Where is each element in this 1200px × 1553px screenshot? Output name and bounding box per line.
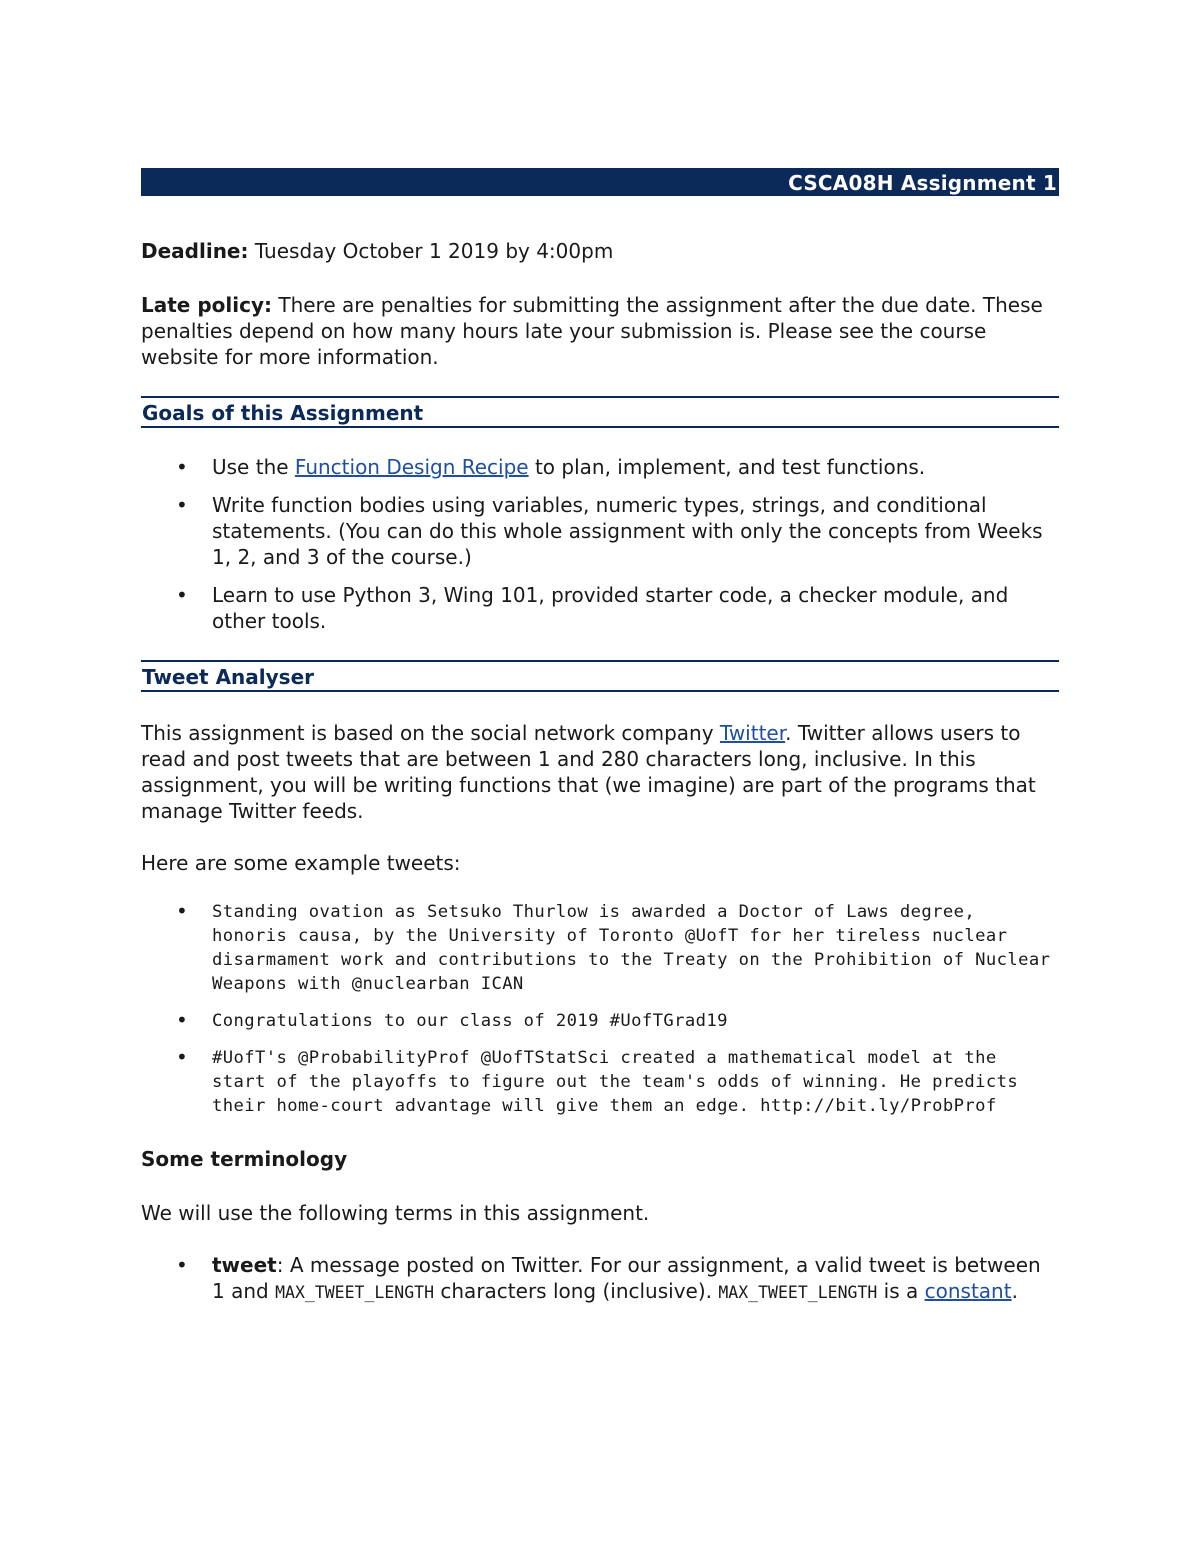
deadline-label: Deadline: [141, 239, 249, 263]
bullet-icon: • [176, 1008, 189, 1032]
late-policy-text: There are penalties for submitting the assignment after the due date. These penalties depend on how many hours late your submission is. Please see the course website for more information. [141, 293, 1043, 369]
goal-text: to plan, implement, and test functions. [528, 455, 926, 479]
intro-paragraph [141, 720, 1059, 824]
twitter-link[interactable]: Twitter [719, 721, 786, 745]
terminology-heading: Some terminology [141, 1147, 348, 1171]
list-item [141, 1009, 1059, 1033]
late-policy-paragraph [141, 292, 1059, 370]
list-item [141, 454, 1059, 480]
tweet-text: Standing ovation as Setsuko Thurlow is awarded a Doctor of Laws degree, honoris causa, by the University of Toronto @UofT for her tireless nuclear disarmament work and contributions to the Treaty on the Prohibition of Nuclear Weapons with @nuclearban ICAN [212, 902, 1051, 994]
bullet-icon: • [176, 455, 188, 479]
intro-text: This assignment is based on the social network company [141, 721, 720, 745]
list-item [141, 900, 1059, 996]
late-policy-label: Late policy: [141, 293, 272, 317]
function-design-recipe-link[interactable]: Function Design Recipe [294, 455, 529, 479]
bullet-icon: • [176, 583, 188, 607]
list-item [141, 1252, 1059, 1306]
example-tweets-list [141, 900, 1059, 1118]
assignment-header-bar [141, 168, 1059, 196]
bullet-icon: • [176, 899, 189, 923]
term-definition: is a [877, 1279, 925, 1303]
constant-name: MAX_TWEET_LENGTH [275, 1283, 435, 1302]
bullet-icon: • [176, 1045, 189, 1069]
term-name: tweet [212, 1253, 277, 1277]
bullet-icon: • [176, 1253, 188, 1277]
tweet-analyser-heading: Tweet Analyser [141, 660, 1059, 692]
examples-intro: Here are some example tweets: [141, 851, 461, 875]
list-item [141, 582, 1059, 634]
tweet-text: #UofT's @ProbabilityProf @UofTStatSci created a mathematical model at the start of the playoffs to figure out the team's odds of winning. He predicts their home-court advantage will give them an edge. http://bit.ly/ProbProf [212, 1048, 1019, 1116]
bullet-icon: • [176, 493, 188, 517]
assignment-title: CSCA08H Assignment 1 [788, 171, 1057, 195]
tweet-text: Congratulations to our class of 2019 #UofTGrad19 [212, 1011, 728, 1031]
document-page [141, 168, 1059, 1306]
list-item [141, 492, 1059, 570]
intro-text: . Twitter allows users to read and post tweets that are between 1 and 280 characters long, inclusive. In this assignment, you will be writing functions that (we imagine) are part of the programs that manage Twitter feeds. [141, 721, 1036, 823]
goals-list [141, 454, 1059, 634]
terminology-list [141, 1252, 1059, 1306]
deadline-text: Tuesday October 1 2019 by 4:00pm [248, 239, 614, 263]
goal-text: Write function bodies using variables, numeric types, strings, and conditional statements. (You can do this whole assignment with only the concepts from Weeks 1, 2, and 3 of the course.) [212, 493, 1043, 569]
term-definition: characters long (inclusive). [434, 1279, 719, 1303]
constant-name: MAX_TWEET_LENGTH [718, 1283, 878, 1302]
goal-text: Use the [212, 455, 295, 479]
constant-link[interactable]: constant [924, 1279, 1012, 1303]
list-item [141, 1046, 1059, 1118]
goal-text: Learn to use Python 3, Wing 101, provided starter code, a checker module, and other tools. [212, 583, 1009, 633]
terminology-intro: We will use the following terms in this assignment. [141, 1201, 650, 1225]
deadline-paragraph [141, 238, 1059, 264]
term-definition: . [1011, 1279, 1018, 1303]
goals-heading: Goals of this Assignment [141, 396, 1059, 428]
term-definition: : A message posted on Twitter. For our assignment, a valid tweet is between 1 and [212, 1253, 1041, 1303]
